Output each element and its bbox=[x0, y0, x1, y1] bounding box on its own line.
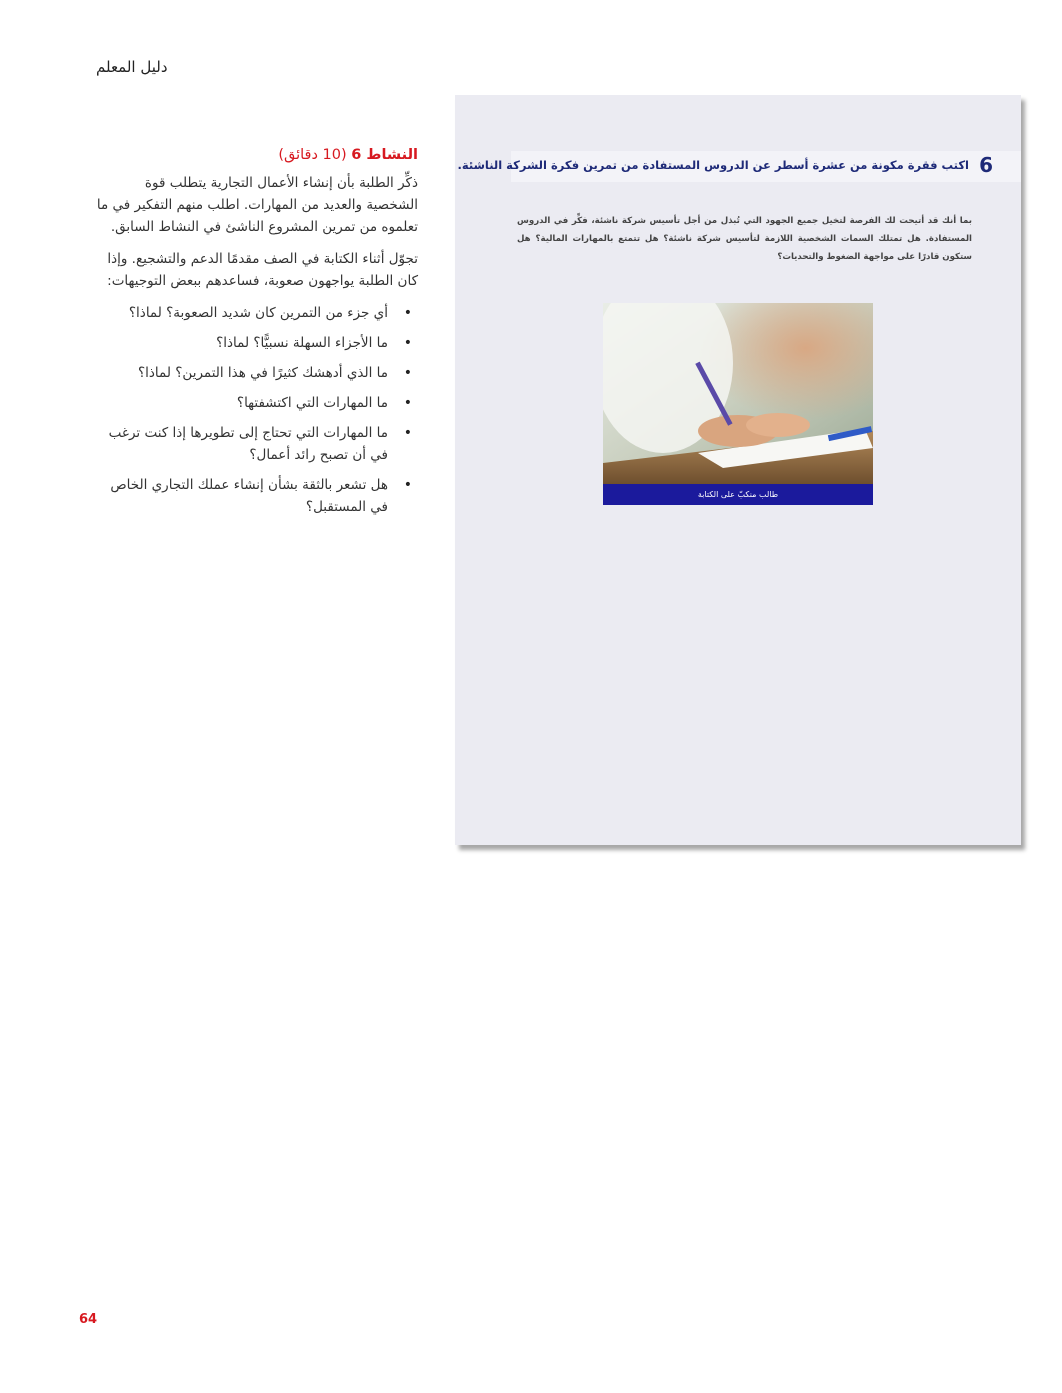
notes-paragraph-2: تجوّل أثناء الكتابة في الصف مقدمًا الدعم والتشجيع. وإذا كان الطلبة يواجهون صعوبة، فساعدهم ببعض التوجيهات: bbox=[107, 251, 418, 289]
activity-label: النشاط 6 bbox=[351, 147, 418, 163]
image-caption: طالب منكبّ على الكتابة bbox=[697, 490, 779, 499]
list-item: • ما الأجزاء السهلة نسبيًّا؟ لماذا؟ bbox=[96, 332, 388, 354]
guide-title: دليل المعلم bbox=[96, 58, 168, 76]
question-text: اكتب فقرة مكونة من عشرة أسطر عن الدروس المستفادة من تمرين فكرة الشركة الناشئة. bbox=[457, 158, 969, 172]
activity-duration: (10 دقائق) bbox=[278, 147, 347, 163]
list-item: • ما المهارات التي تحتاج إلى تطويرها إذا كنت ترغب في أن تصبح رائد أعمال؟ bbox=[96, 422, 388, 466]
list-item: • أي جزء من التمرين كان شديد الصعوبة؟ لماذا؟ bbox=[96, 302, 388, 324]
guidance-list bbox=[96, 302, 418, 518]
page-number: 64 bbox=[79, 1312, 98, 1327]
teacher-notes bbox=[96, 144, 418, 526]
question-body: بما أنك قد أتيحت لك الفرصة لتخيل جميع الجهود التي تُبذل من أجل تأسيس شركة ناشئة، فكِّر في الدروس المستفادة. هل تمتلك السمات الشخصية اللازمة لتأسيس شركة ناشئة؟ هل تتمتع بالمهارات المالية؟ هل ستكون قادرًا على مواجهة الضغوط والتحديات؟ bbox=[517, 216, 972, 262]
notes-paragraph-1: ذكِّر الطلبة بأن إنشاء الأعمال التجارية يتطلب قوة الشخصية والعديد من المهارات. اطلب منهم التفكير في ما تعلموه من تمرين المشروع الناشئ في النشاط السابق. bbox=[96, 175, 418, 235]
list-item: • ما المهارات التي اكتشفتها؟ bbox=[96, 392, 388, 414]
list-item: • ما الذي أدهشك كثيرًا في هذا التمرين؟ لماذا؟ bbox=[96, 362, 388, 384]
student-writing-photo bbox=[603, 303, 873, 505]
question-number: 6 bbox=[979, 153, 993, 177]
question-bar bbox=[457, 151, 1021, 182]
list-item: • هل تشعر بالثقة بشأن إنشاء عملك التجاري الخاص في المستقبل؟ bbox=[96, 474, 388, 518]
photo-illustration bbox=[603, 303, 873, 484]
activity-heading bbox=[96, 144, 418, 166]
student-book-page bbox=[455, 95, 1021, 845]
